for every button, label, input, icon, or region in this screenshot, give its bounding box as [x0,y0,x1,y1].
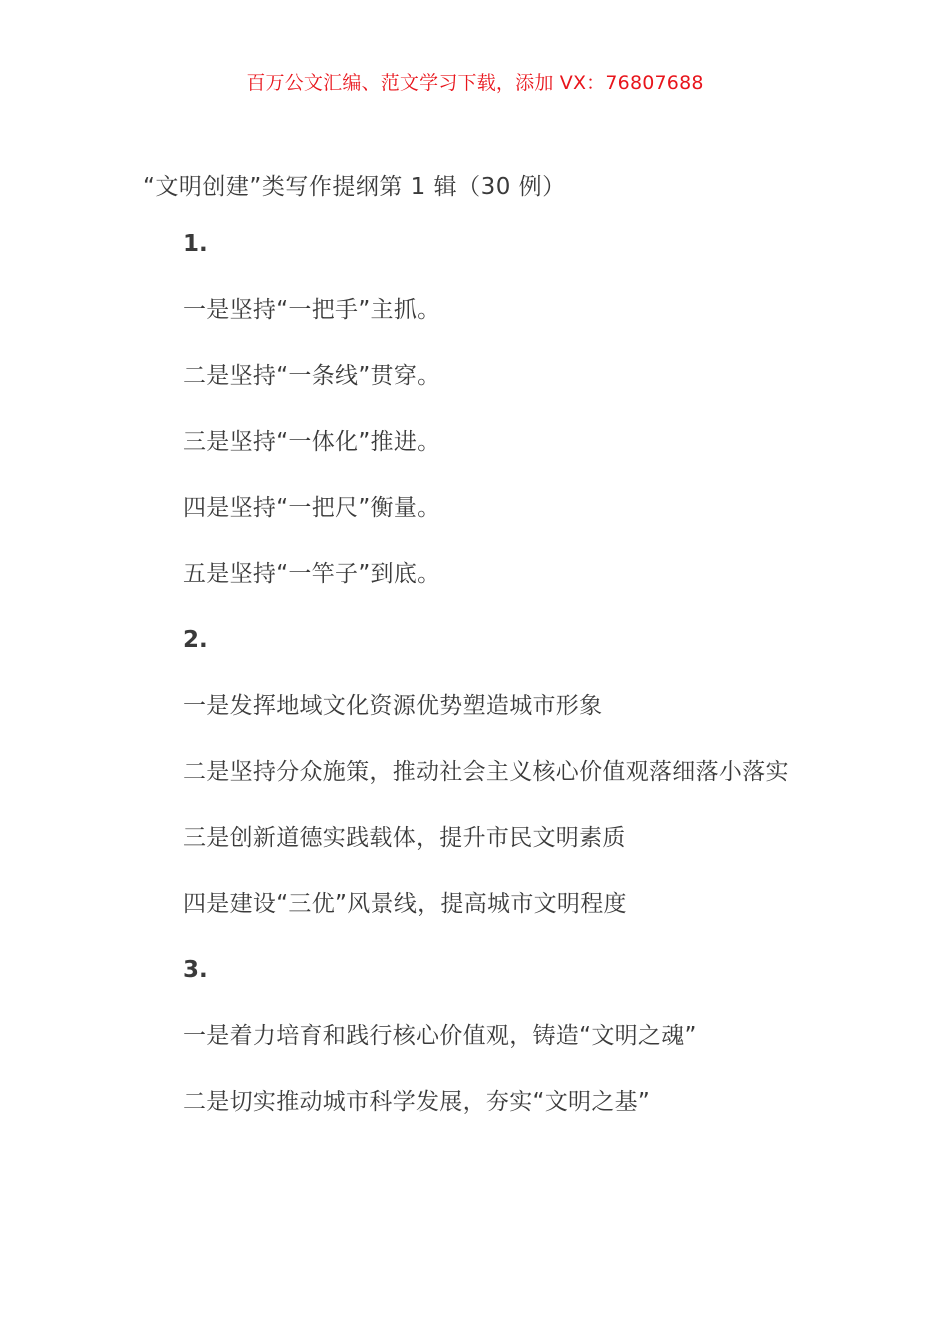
document-body [143,232,813,1156]
list-item: 二是坚持“一条线”贯穿。 [183,363,441,389]
list-item: 二是切实推动城市科学发展，夯实“文明之基” [183,1089,651,1115]
watermark-header: 百万公文汇编、范文学习下载，添加 VX：76807688 [246,72,704,94]
document-title: “文明创建”类写作提纲第 1 辑（30 例） [143,174,566,200]
list-item: 四是坚持“一把尺”衡量。 [183,495,441,521]
list-item: 一是发挥地域文化资源优势塑造城市形象 [183,693,603,719]
list-item: 五是坚持“一竿子”到底。 [183,561,441,587]
section-number: 2. [183,627,208,653]
list-item: 二是坚持分众施策，推动社会主义核心价值观落细落小落实 [183,759,789,785]
list-item: 三是坚持“一体化”推进。 [183,429,441,455]
list-item: 三是创新道德实践载体，提升市民文明素质 [183,825,626,851]
list-item: 一是着力培育和践行核心价值观，铸造“文明之魂” [183,1023,697,1049]
list-item: 四是建设“三优”风景线，提高城市文明程度 [183,891,627,917]
section-number: 3. [183,957,208,983]
list-item: 一是坚持“一把手”主抓。 [183,297,441,323]
section-number: 1. [183,231,208,257]
